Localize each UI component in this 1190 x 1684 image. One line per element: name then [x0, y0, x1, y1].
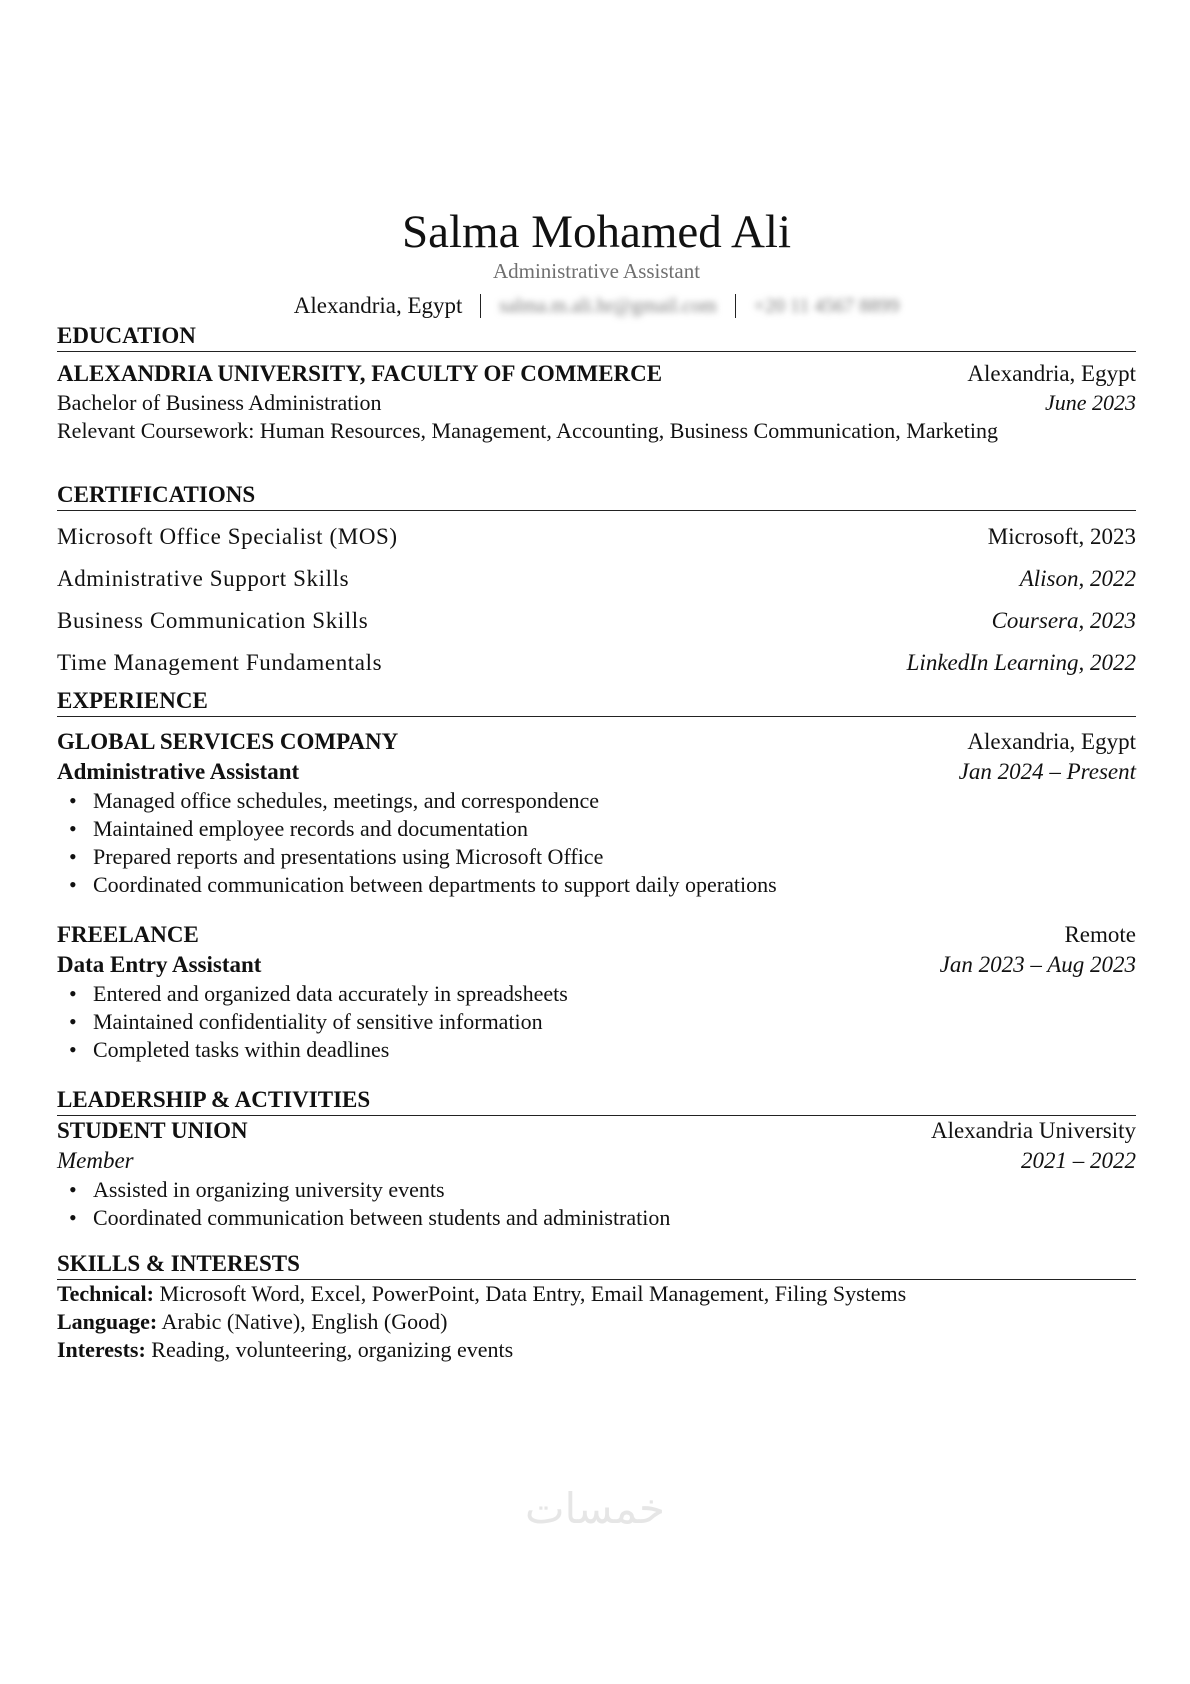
- candidate-title: Administrative Assistant: [492, 259, 701, 283]
- leadership-section: [57, 1087, 1136, 1232]
- section-heading: EXPERIENCE: [57, 688, 1136, 717]
- skills-language: [57, 1308, 1136, 1336]
- contact-line: [57, 291, 1136, 321]
- org-location: Alexandria University: [930, 1118, 1136, 1143]
- resume-page: [57, 0, 1136, 1684]
- section-heading: CERTIFICATIONS: [57, 482, 1136, 511]
- job-role: Administrative Assistant: [57, 759, 300, 784]
- watermark-logo: خمسات: [524, 1484, 666, 1533]
- skills-technical: [57, 1280, 1136, 1308]
- certifications-section: [57, 482, 1136, 690]
- graduation-date: June 2023: [1044, 390, 1136, 415]
- job-role-row: [57, 950, 1136, 980]
- resume-header: [57, 205, 1136, 321]
- certification-name: Administrative Support Skills: [57, 566, 350, 591]
- bullet-item: • Maintained confidentiality of sensitive information: [57, 1008, 1136, 1036]
- section-heading: EDUCATION: [57, 323, 1136, 352]
- job-company-row: [57, 920, 1136, 950]
- certification-item: [57, 522, 1136, 564]
- bullet-item: • Entered and organized data accurately in spreadsheets: [57, 980, 1136, 1008]
- experience-section: [57, 688, 1136, 899]
- job-bullets: [57, 787, 1136, 899]
- location-text: Alexandria, Egypt: [293, 293, 463, 318]
- job-company-row: [57, 727, 1136, 757]
- certification-item: [57, 564, 1136, 606]
- education-row: [57, 359, 1136, 389]
- certification-issuer: LinkedIn Learning, 2022: [906, 650, 1136, 675]
- section-heading: LEADERSHIP & ACTIVITIES: [57, 1087, 1136, 1116]
- org-dates: 2021 – 2022: [1021, 1148, 1136, 1173]
- school-location: Alexandria, Egypt: [967, 361, 1136, 386]
- certification-issuer: Alison, 2022: [1019, 566, 1136, 591]
- certification-name: Microsoft Office Specialist (MOS): [57, 524, 398, 549]
- certification-name: Business Communication Skills: [57, 608, 369, 633]
- candidate-name: Salma Mohamed Ali: [401, 206, 791, 258]
- company-location: Remote: [1064, 922, 1136, 947]
- skills-value: Arabic (Native), English (Good): [161, 1309, 448, 1334]
- bullet-item: • Managed office schedules, meetings, and correspondence: [57, 787, 1136, 815]
- leadership-bullets: [57, 1176, 1136, 1232]
- bullet-item: • Completed tasks within deadlines: [57, 1036, 1136, 1064]
- certification-item: [57, 606, 1136, 648]
- freelance-block: [57, 920, 1136, 1064]
- skills-label: Language:: [57, 1309, 158, 1334]
- contact-divider: [480, 294, 481, 318]
- job-role: Data Entry Assistant: [57, 952, 262, 977]
- bullet-item: • Assisted in organizing university events: [57, 1176, 1136, 1204]
- job-bullets: [57, 980, 1136, 1064]
- skills-value: Reading, volunteering, organizing events: [151, 1337, 514, 1362]
- phone-text: +20 11 4567 8899: [753, 295, 900, 317]
- org-role-row: [57, 1146, 1136, 1176]
- certification-issuer: Microsoft, 2023: [987, 524, 1136, 549]
- skills-value: Microsoft Word, Excel, PowerPoint, Data Entry, Email Management, Filing Systems: [159, 1281, 907, 1306]
- degree-name: Bachelor of Business Administration: [57, 390, 382, 415]
- org-name: STUDENT UNION: [57, 1118, 248, 1143]
- company-name: GLOBAL SERVICES COMPANY: [57, 729, 399, 754]
- certification-name: Time Management Fundamentals: [57, 650, 383, 675]
- org-role: Member: [57, 1148, 134, 1173]
- section-heading: SKILLS & INTERESTS: [57, 1251, 1136, 1280]
- contact-divider: [735, 294, 736, 318]
- skills-interests: [57, 1336, 1136, 1364]
- education-section: [57, 323, 1136, 445]
- coursework-text: Relevant Coursework: Human Resources, Management, Accounting, Business Communication, Marketing: [57, 418, 998, 443]
- skills-label: Interests:: [57, 1337, 146, 1362]
- job-dates: Jan 2024 – Present: [958, 759, 1136, 784]
- skills-label: Technical:: [57, 1281, 154, 1306]
- degree-row: [57, 389, 1136, 417]
- job-role-row: [57, 757, 1136, 787]
- job-dates: Jan 2023 – Aug 2023: [939, 952, 1136, 977]
- bullet-item: • Coordinated communication between departments to support daily operations: [57, 871, 1136, 899]
- org-row: [57, 1116, 1136, 1146]
- bullet-item: • Prepared reports and presentations using Microsoft Office: [57, 843, 1136, 871]
- company-name: FREELANCE: [57, 922, 199, 947]
- certification-item: [57, 648, 1136, 690]
- company-location: Alexandria, Egypt: [967, 729, 1136, 754]
- bullet-item: • Coordinated communication between students and administration: [57, 1204, 1136, 1232]
- school-name: ALEXANDRIA UNIVERSITY, FACULTY OF COMMERCE: [57, 361, 663, 386]
- skills-section: [57, 1251, 1136, 1364]
- email-text: salma.m.ali.hr@gmail.com: [499, 295, 717, 317]
- certification-issuer: Coursera, 2023: [991, 608, 1136, 633]
- bullet-item: • Maintained employee records and documentation: [57, 815, 1136, 843]
